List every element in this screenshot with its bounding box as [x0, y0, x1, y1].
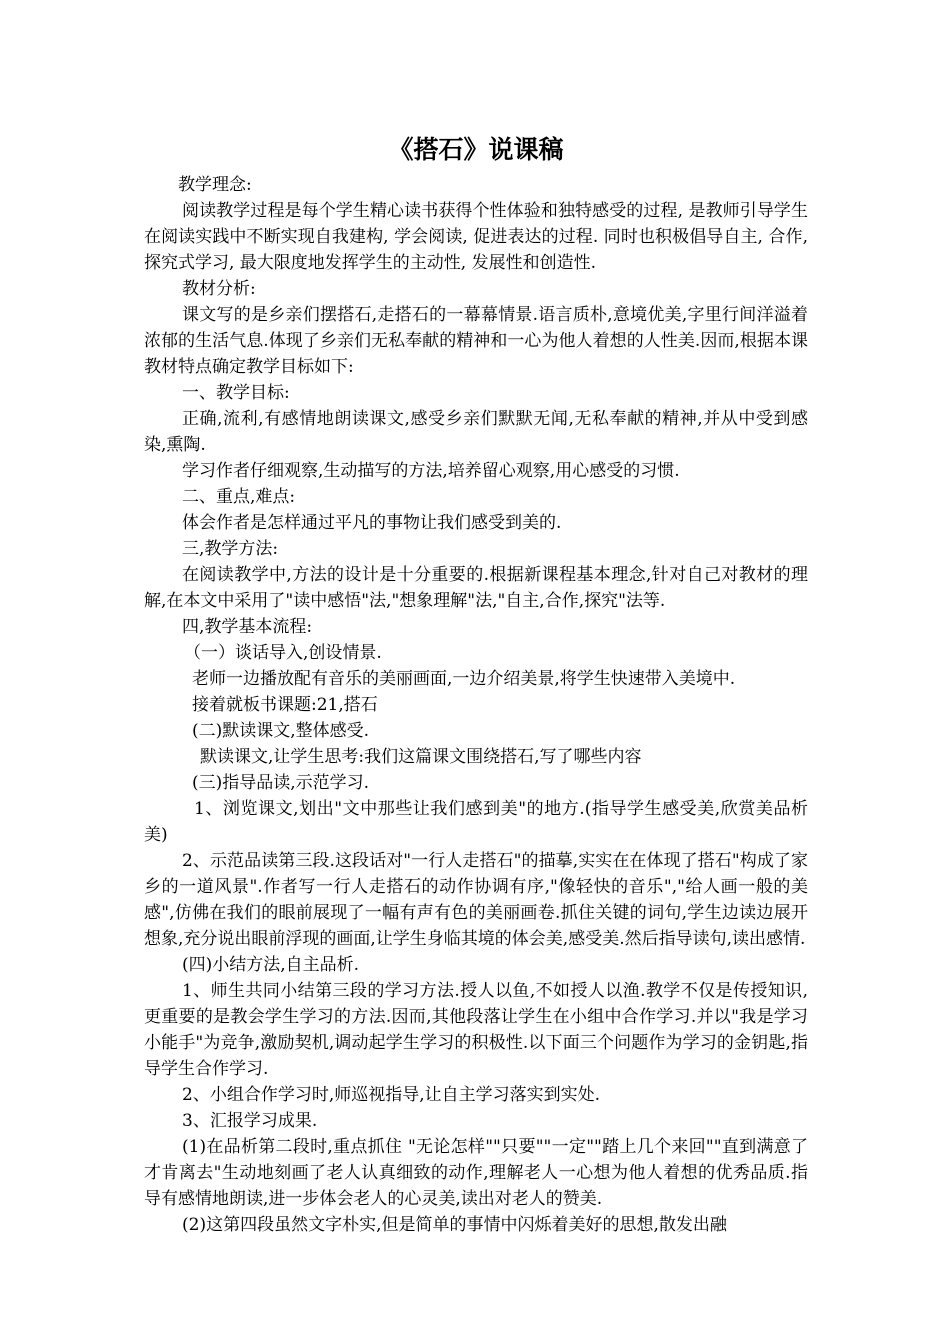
paragraph: 老师一边播放配有音乐的美丽画面,一边介绍美景,将学生快速带入美境中.	[192, 669, 736, 689]
paragraph: (1)在品析第二段时,重点抓住 "无论怎样""只要""一定""踏上几个来回""直到满意了才肯离去"生动地刻画了老人认真细致的动作,理解老人一心想为他人着想的优秀品质.指导有感情地朗读,进一步体会老人的心灵美,读出对老人的赞美.	[144, 1137, 808, 1209]
paragraph: (二)默读课文,整体感受.	[192, 721, 370, 741]
paragraph: 正确,流利,有感情地朗读课文,感受乡亲们默默无闻,无私奉献的精神,并从中受到感染,熏陶.	[144, 409, 808, 455]
paragraph: 在阅读教学中,方法的设计是十分重要的.根据新课程基本理念,针对自己对教材的理解,在本文中采用了"读中感悟"法,"想象理解"法,"自主,合作,探究"法等.	[144, 565, 808, 611]
paragraph: 默读课文,让学生思考:我们这篇课文围绕搭石,写了哪些内容	[200, 747, 642, 767]
paragraph: 二、重点,难点:	[182, 487, 296, 507]
document-page	[144, 130, 808, 1238]
paragraph: 教学理念:	[178, 175, 252, 195]
paragraph: 3、汇报学习成果.	[182, 1111, 318, 1131]
paragraph: 学习作者仔细观察,生动描写的方法,培养留心观察,用心感受的习惯.	[182, 461, 680, 481]
paragraph: 体会作者是怎样通过平凡的事物让我们感受到美的.	[182, 513, 562, 533]
document-title: 《搭石》说课稿	[388, 135, 564, 164]
paragraph: （一）谈话导入,创设情景.	[184, 643, 382, 663]
paragraph: 一、教学目标:	[182, 383, 290, 403]
paragraph: 2、示范品读第三段.这段话对"一行人走搭石"的描摹,实实在在体现了搭石"构成了家乡的一道风景".作者写一行人走搭石的动作协调有序,"像轻快的音乐","给人画一般的美感",仿佛在我们的眼前展现了一幅有声有色的美丽画卷.抓住关键的词句,学生边读边展开想象,充分说出眼前浮现的画面,让学生身临其境的体会美,感受美.然后指导读句,读出感情.	[144, 851, 808, 949]
paragraph: 1、浏览课文,划出"文中那些让我们感到美"的地方.(指导学生感受美,欣赏美品析美)	[144, 799, 808, 845]
paragraph: 阅读教学过程是每个学生精心读书获得个性体验和独特感受的过程, 是教师引导学生在阅读实践中不断实现自我建构, 学会阅读, 促进表达的过程. 同时也积极倡导自主, 合作, 探究式学习, 最大限度地发挥学生的主动性, 发展性和创造性.	[144, 201, 808, 273]
paragraph: 教材分析:	[182, 279, 256, 299]
paragraph: 课文写的是乡亲们摆搭石,走搭石的一幕幕情景.语言质朴,意境优美,字里行间洋溢着浓郁的生活气息.体现了乡亲们无私奉献的精神和一心为他人着想的人性美.因而,根据本课教材特点确定教学目标如下:	[144, 305, 808, 377]
paragraph: 2、小组合作学习时,师巡视指导,让自主学习落实到实处.	[182, 1085, 601, 1105]
paragraph: 接着就板书课题:21,搭石	[192, 695, 378, 715]
paragraph: 三,教学方法:	[182, 539, 279, 559]
paragraph: (四)小结方法,自主品析.	[182, 955, 360, 975]
paragraph: 四,教学基本流程:	[182, 617, 313, 637]
paragraph: 1、师生共同小结第三段的学习方法.授人以鱼,不如授人以渔.教学不仅是传授知识,更重要的是教会学生学习的方法.因而,其他段落让学生在小组中合作学习.并以"我是学习小能手"为竞争,激励契机,调动起学生学习的积极性.以下面三个问题作为学习的金钥匙,指导学生合作学习.	[144, 981, 808, 1079]
paragraph: (2)这第四段虽然文字朴实,但是简单的事情中闪烁着美好的思想,散发出融	[182, 1215, 727, 1235]
paragraph: (三)指导品读,示范学习.	[192, 773, 370, 793]
